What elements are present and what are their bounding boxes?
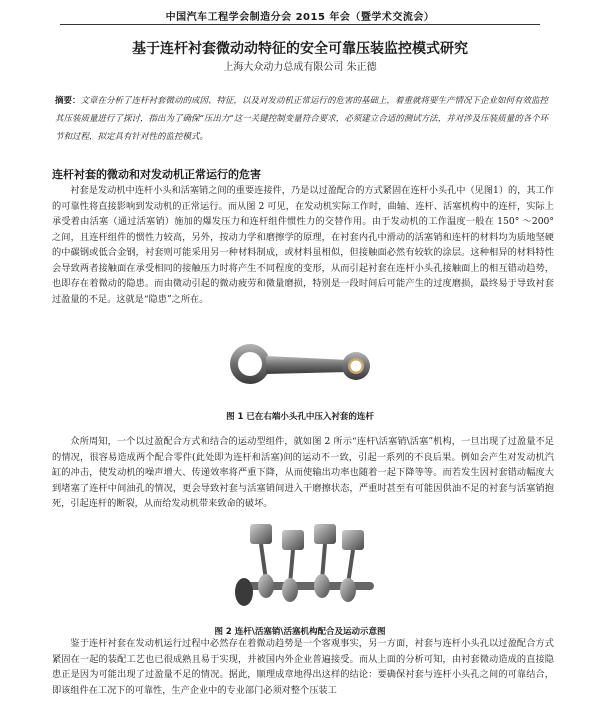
header-rule xyxy=(60,24,540,25)
connecting-rods xyxy=(261,544,353,584)
figure-2-mechanism xyxy=(230,520,380,616)
paragraph-3: 鉴于连杆衬套在发动机运行过程中必然存在着微动趋势是一个客观事实，另一方面，衬套与连杆小头孔以过盈配合方式紧固在一起的装配工艺也已很成熟且易于实现，并被国内外企业普遍接受。而从上面的分析可知，由衬套微动造成的直接隐患正是因为可能出现了过盈量不足的情况。据此，顺理成章地得出这样的结论：要确保衬套与连杆小头孔之间的可靠结合，即该组件在工况下的可靠性，生产企业中的专业部门必须对整个压装工 xyxy=(52,638,554,696)
abstract-label: 摘要： xyxy=(55,96,81,106)
paragraph-1: 衬套是发动机中连杆小头和活塞销之间的重要连接件，乃是以过盈配合的方式紧固在连杆小头孔中（见图1）的，其工作的可靠性将直接影响到发动机的正常运行。而从图 2 可见，在发动机实际工作时，曲轴、连杆、活塞机构中的连杆，实际上承受着由活塞（通过活塞销）施加的爆发压力和连杆组件惯性力的交替作用。由于发动机的工作温度一般在 150° ～200° 之间，且连杆组件的惯性力较高，另外，按动力学和磨擦学的原理，在衬套内孔中滑动的活塞销和连杆的材料均为质地坚硬的中碳钢或低合金钢，衬套则可能采用另一种材料制成，或材料虽相似，但接触面必然有较软的涂层。这种相异的材料特性会导致两者接触面在承受相同的接触压力时将产生不同程度的变形，从而引起衬套在连杆小头孔接触面上的相互错动趋势，也即存在着微动的隐患。而由微动引起的微动疲劳和微量磨损，特别是一段时间后可能产生的过度磨损，最终易于导致衬套过盈量的不足。这就是“隐患”之所在。 xyxy=(52,185,554,305)
pistons xyxy=(250,524,364,550)
abstract xyxy=(55,92,550,146)
rod-small-end-with-bushing xyxy=(342,352,370,380)
conference-header: 中国汽车工程学会制造分会 2015 年会（暨学术交流会） xyxy=(165,12,435,23)
rod-shank xyxy=(266,356,348,374)
paragraph-2: 众所周知，一个以过盈配合方式和结合的运动型组件，就如图 2 所示“连杆\活塞销\活塞”机构，一旦出现了过盈量不足的情况，很容易造成两个配合零件(此处即为连杆和活塞)间的运动不一致，引起一系列的不良后果。例如会产生对发动机汽缸的冲击，使发动机的噪声增大、传递效率将严重下降，从而使输出功率也随着一起下降等等。而若发生因衬套错动幅度大到堵塞了连杆中间油孔的情况，更会导致衬套与活塞销间进入干磨擦状态，严重时甚至有可能因供油不足的衬套与活塞销抱死，引起连杆的断裂，从而给发动机带来致命的破坏。 xyxy=(52,436,554,509)
rod-big-end xyxy=(230,344,270,384)
figure-2-caption: 图 2 连杆\活塞销\活塞机构配合及运动示意图 xyxy=(214,627,386,637)
paper-title: 基于连杆衬套微动动特征的安全可靠压装监控模式研究 xyxy=(132,41,468,57)
crankshaft xyxy=(235,574,374,606)
paper-authors: 上海大众动力总成有限公司 朱正德 xyxy=(223,62,377,73)
figure-1-connecting-rod xyxy=(228,334,378,400)
figure-1-caption: 图 1 已在右端小头孔中压入衬套的连杆 xyxy=(226,412,374,422)
abstract-text: 文章在分析了连杆衬套微动的成因、特征，以及对发动机正常运行的危害的基础上，着重就将要生产情况下企业如何有效监控其压装质量进行了探讨，指出为了确保“压出力”这一关键控制变量符合要求，必须建立合适的测试方法，并对涉及压装质量的各个环节和过程，拟定具有针对性的监控模式。 xyxy=(55,96,549,142)
section-heading: 连杆衬套的微动和对发动机正常运行的危害 xyxy=(52,168,261,181)
